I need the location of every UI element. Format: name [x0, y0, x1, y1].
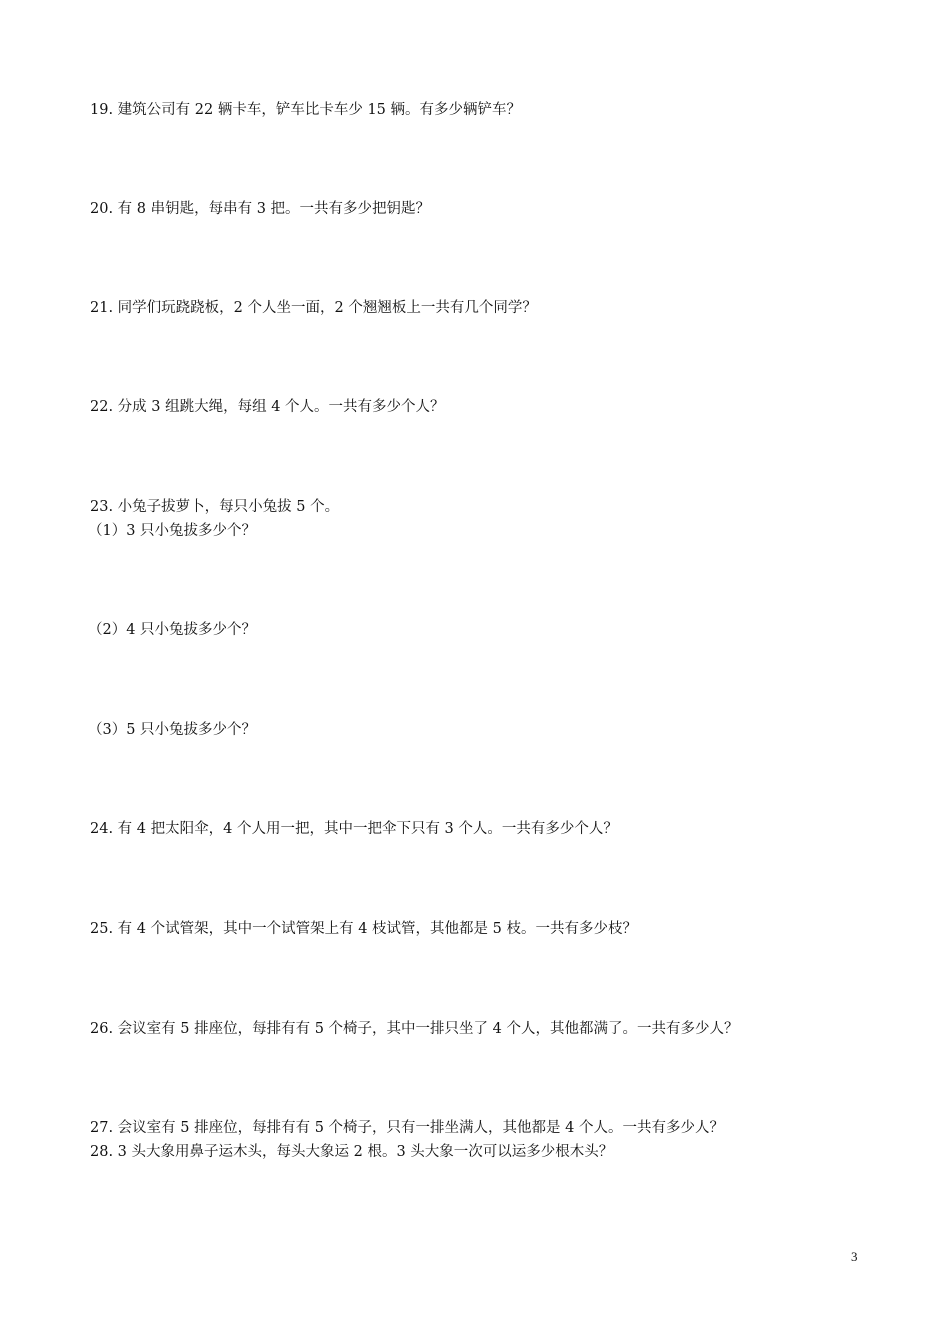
question-23-part-2: （2）4 只小兔拔多少个？ [88, 622, 257, 638]
question-25: 25. 有 4 个试管架，其中一个试管架上有 4 枝试管，其他都是 5 枝。一共有多少枝？ [90, 921, 637, 937]
question-21: 21. 同学们玩跷跷板，2 个人坐一面，2 个翘翘板上一共有几个同学？ [90, 300, 537, 316]
question-26: 26. 会议室有 5 排座位，每排有有 5 个椅子，其中一排只坐了 4 个人，其他都满了。一共有多少人？ [90, 1021, 739, 1037]
page-number: 3 [851, 1249, 858, 1264]
question-24: 24. 有 4 把太阳伞，4 个人用一把，其中一把伞下只有 3 个人。一共有多少个人？ [90, 821, 618, 837]
question-28: 28. 3 头大象用鼻子运木头，每头大象运 2 根。3 头大象一次可以运多少根木头？ [90, 1144, 614, 1160]
question-19: 19. 建筑公司有 22 辆卡车，铲车比卡车少 15 辆。有多少辆铲车？ [90, 102, 522, 118]
question-23-part-3: （3）5 只小兔拔多少个？ [88, 722, 257, 738]
question-23: 23. 小兔子拔萝卜，每只小兔拔 5 个。 [90, 499, 340, 515]
question-27: 27. 会议室有 5 排座位，每排有有 5 个椅子，只有一排坐满人，其他都是 4 个人。一共有多少人？ [90, 1120, 724, 1136]
question-20: 20. 有 8 串钥匙，每串有 3 把。一共有多少把钥匙？ [90, 201, 431, 217]
question-22: 22. 分成 3 组跳大绳，每组 4 个人。一共有多少个人？ [90, 399, 445, 415]
question-23-part-1: （1）3 只小兔拔多少个？ [88, 523, 257, 539]
